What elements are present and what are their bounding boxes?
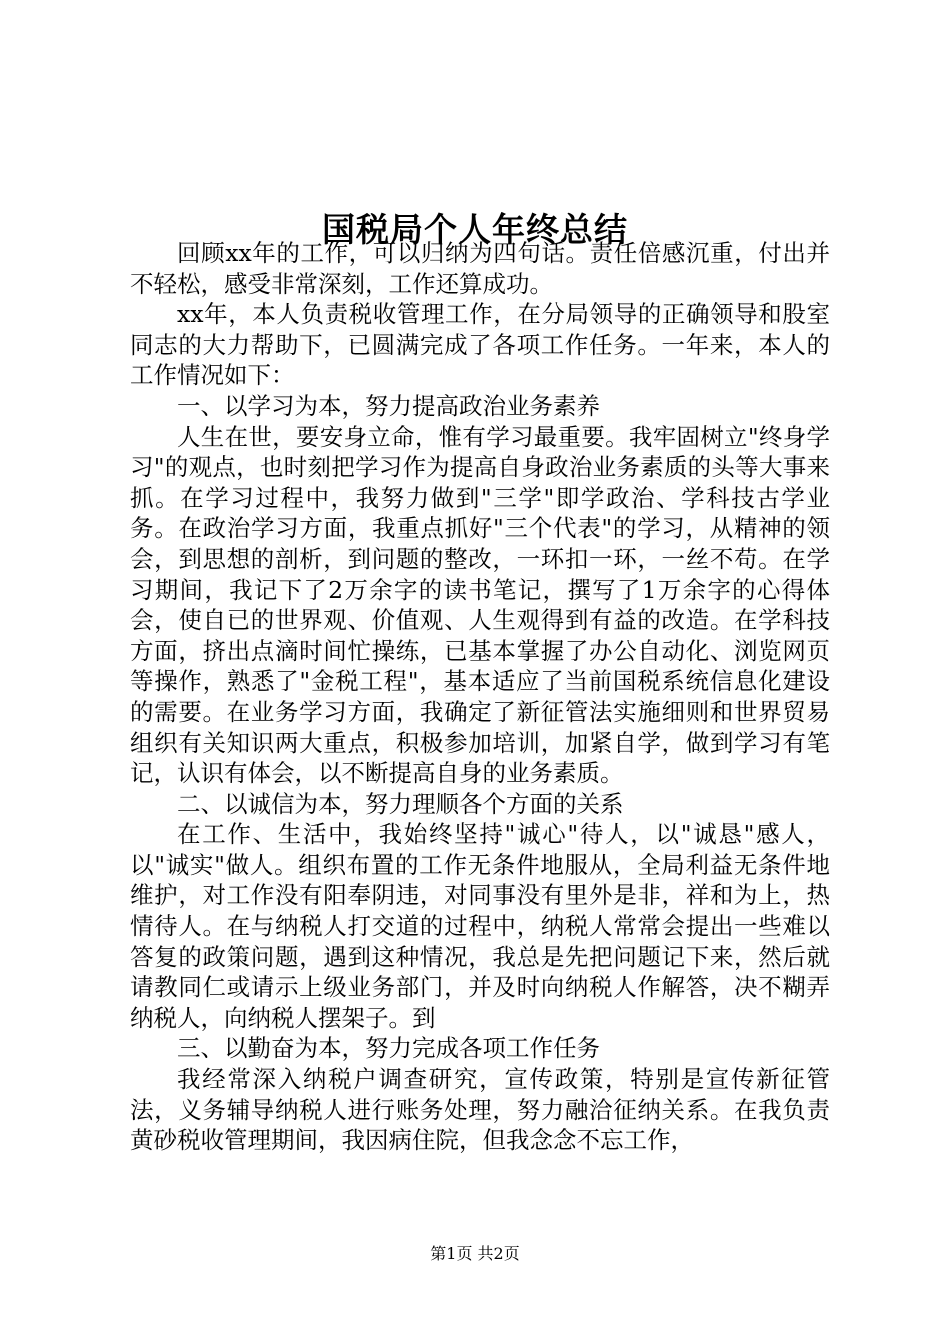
section-2-paragraph: 在工作、生活中，我始终坚持"诚心"待人，以"诚恳"感人，以"诚实"做人。组织布置的工作无条件地服从，全局利益无条件地维护，对工作没有阳奉阴违，对同事没有里外是非，祥和为上，热情待人。在与纳税人打交道的过程中，纳税人常常会提出一些难以答复的政策问题，遇到这种情况，我总是先把问题记下来，然后就请教同仁或请示上级业务部门，并及时向纳税人作解答，决不糊弄纳税人，向纳税人摆架子。到	[130, 820, 830, 1032]
section-heading-2: 二、以诚信为本，努力理顺各个方面的关系	[177, 789, 624, 818]
section-heading-1: 一、以学习为本，努力提高政治业务素养	[177, 391, 600, 420]
document-body	[130, 238, 830, 1156]
intro-paragraph: 回顾xx年的工作，可以归纳为四句话。责任倍感沉重，付出并不轻松，感受非常深刻，工作还算成功。	[130, 239, 830, 298]
section-1-paragraph: 人生在世，要安身立命，惟有学习最重要。我牢固树立"终身学习"的观点，也时刻把学习作为提高自身政治业务素质的头等大事来抓。在学习过程中，我努力做到"三学"即学政治、学科技古学业务。在政治学习方面，我重点抓好"三个代表"的学习，从精神的领会，到思想的剖析，到问题的整改，一环扣一环，一丝不苟。在学习期间，我记下了2万余字的读书笔记，撰写了1万余字的心得体会，使自已的世界观、价值观、人生观得到有益的改造。在学科技方面，挤出点滴时间忙操练，已基本掌握了办公自动化、浏览网页等操作，熟悉了"金税工程"，基本适应了当前国税系统信息化建设的需要。在业务学习方面，我确定了新征管法实施细则和世界贸易组织有关知识两大重点，积极参加培训，加紧自学，做到学习有笔记，认识有体会，以不断提高自身的业务素质。	[130, 422, 830, 788]
section-3-paragraph: 我经常深入纳税户调查研究，宣传政策，特别是宣传新征管法，义务辅导纳税人进行账务处理，努力融洽征纳关系。在我负责黄砂税收管理期间，我因病住院，但我念念不忘工作，	[130, 1065, 830, 1155]
overview-paragraph: xx年，本人负责税收管理工作，在分局领导的正确领导和股室同志的大力帮助下，已圆满完成了各项工作任务。一年来，本人的工作情况如下：	[130, 300, 830, 390]
section-heading-3: 三、以勤奋为本，努力完成各项工作任务	[177, 1034, 600, 1063]
page-footer: 第1页 共2页	[430, 1244, 520, 1263]
document-title: 国税局个人年终总结	[322, 210, 628, 250]
